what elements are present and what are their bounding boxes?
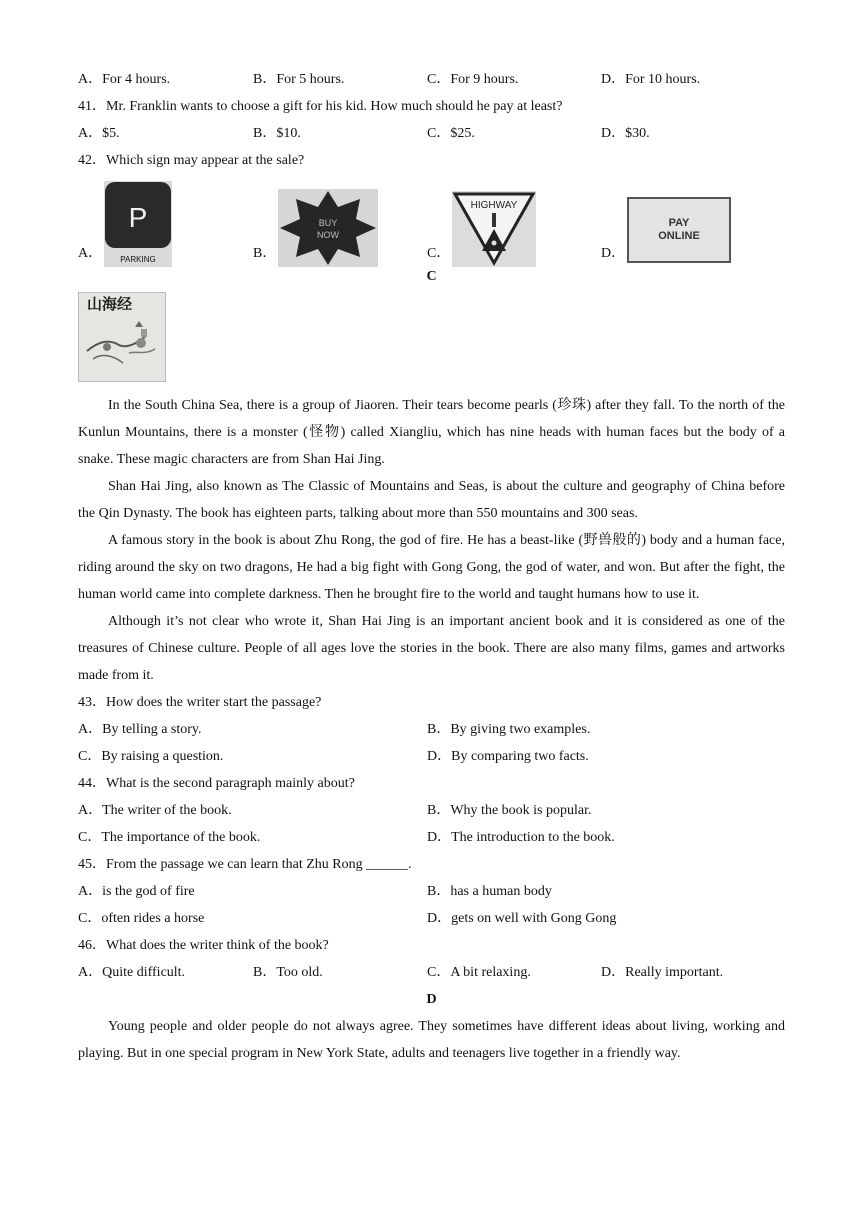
q46-option-b[interactable]: B．Too old.	[253, 965, 323, 980]
q42-option-c[interactable]	[427, 177, 601, 267]
q44-option-d[interactable]: D．The introduction to the book.	[427, 830, 615, 845]
buy-now-line2: NOW	[317, 230, 339, 240]
q45-option-a[interactable]: A．is the god of fire	[78, 884, 195, 899]
q41-option-c[interactable]: C．$25.	[427, 126, 475, 141]
q44-option-a[interactable]: A．The writer of the book.	[78, 803, 232, 818]
q45-options-row1	[78, 878, 785, 905]
q46-option-a[interactable]: A．Quite difficult.	[78, 965, 186, 980]
q40-option-d[interactable]: D．For 10 hours.	[601, 72, 701, 87]
q41-option-d[interactable]: D．$30.	[601, 126, 650, 141]
q41-option-b[interactable]: B．$10.	[253, 126, 301, 141]
section-c-heading: C	[426, 269, 437, 284]
section-c-paragraph-4: Although it’s not clear who wrote it, Shan Hai Jing is an important ancient book and it is considered as one of the treasures of Chinese culture. People of all ages love the stories in the book. There are also many films, games and artworks made from it.	[78, 614, 785, 683]
section-d-heading: D	[426, 992, 437, 1007]
q46-options	[78, 959, 785, 986]
parking-caption: PARKING	[120, 255, 156, 264]
section-c-paragraph-1: In the South China Sea, there is a group of Jiaoren. Their tears become pearls (珍珠) after they fall. To the north of the Kunlun Mountains, there is a monster (怪物) called Xiangliu, which has nine heads with human faces but the body of a snake. These magic characters are from Shan Hai Jing.	[78, 398, 785, 467]
buy-now-line1: BUY	[318, 218, 338, 228]
q45-option-b[interactable]: B．has a human body	[427, 884, 552, 899]
q44-option-c[interactable]: C．The importance of the book.	[78, 830, 261, 845]
pay-online-line1: PAY	[668, 217, 690, 229]
parking-letter: P	[128, 202, 148, 233]
q40-option-a[interactable]: A．For 4 hours.	[78, 72, 171, 87]
parking-sign-icon	[104, 181, 172, 267]
illustration-title: 山海经	[87, 296, 133, 313]
buy-now-star-icon	[278, 189, 378, 267]
q42-option-a[interactable]	[78, 177, 252, 267]
q46-option-c[interactable]: C．A bit relaxing.	[427, 965, 531, 980]
q43-option-d[interactable]: D．By comparing two facts.	[427, 749, 589, 764]
section-d-paragraph-1: Young people and older people do not always agree. They sometimes have different ideas about living, working and playing. But in one special program in New York State, adults and teenagers live together in a friendly way.	[78, 1019, 785, 1061]
q42-option-b[interactable]	[253, 177, 427, 267]
q40-options	[78, 66, 785, 93]
q40-option-b[interactable]: B．For 5 hours.	[253, 72, 345, 87]
highway-text: HIGHWAY	[470, 200, 518, 211]
shan-hai-jing-illustration	[78, 292, 166, 382]
q44-option-b[interactable]: B．Why the book is popular.	[427, 803, 592, 818]
pay-online-sign-icon	[627, 197, 731, 263]
q41-question: 41．Mr. Franklin wants to choose a gift for his kid. How much should he pay at least?	[78, 99, 563, 114]
q43-option-b[interactable]: B．By giving two examples.	[427, 722, 591, 737]
q42-label-b: B．	[253, 246, 277, 261]
q46-question: 46．What does the writer think of the book?	[78, 938, 329, 953]
q44-options-row2	[78, 824, 785, 851]
section-c-paragraph-2: Shan Hai Jing, also known as The Classic of Mountains and Seas, is about the culture and geography of China before the Qin Dynasty. The book has eighteen parts, talking about more than 550 mountains and 300 seas.	[78, 479, 785, 521]
q41-option-a[interactable]: A．$5.	[78, 126, 120, 141]
q42-label-c: C．	[427, 246, 451, 261]
q44-options-row1	[78, 797, 785, 824]
q41-options	[78, 120, 785, 147]
q45-option-d[interactable]: D．gets on well with Gong Gong	[427, 911, 617, 926]
pay-online-line2: ONLINE	[658, 230, 700, 242]
q46-option-d[interactable]: D．Really important.	[601, 965, 724, 980]
q43-options-row2	[78, 743, 785, 770]
q42-label-a: A．	[78, 246, 103, 261]
q43-option-c[interactable]: C．By raising a question.	[78, 749, 224, 764]
q43-option-a[interactable]: A．By telling a story.	[78, 722, 202, 737]
q43-options-row1	[78, 716, 785, 743]
q42-question: 42．Which sign may appear at the sale?	[78, 153, 305, 168]
q45-options-row2	[78, 905, 785, 932]
q42-label-d: D．	[601, 246, 626, 261]
q42-sign-options	[78, 176, 785, 266]
q45-question: 45．From the passage we can learn that Zhu Rong ______.	[78, 857, 412, 872]
highway-sign-icon	[452, 191, 536, 267]
q42-option-d[interactable]	[601, 177, 785, 267]
q44-question: 44．What is the second paragraph mainly about?	[78, 776, 355, 791]
ink-painting-icon	[79, 293, 165, 381]
q43-question: 43．How does the writer start the passage?	[78, 695, 322, 710]
q45-option-c[interactable]: C．often rides a horse	[78, 911, 205, 926]
exam-page	[78, 66, 785, 1067]
section-c-paragraph-3: A famous story in the book is about Zhu Rong, the god of fire. He has a beast-like (野兽般的) body and a human face, riding around the sky on two dragons, He had a big fight with Gong Gong, the god of water, and won. But after the fight, the human world came into complete darkness. Then he brought fire to the world and taught humans how to use it.	[78, 533, 785, 602]
q40-option-c[interactable]: C．For 9 hours.	[427, 72, 519, 87]
